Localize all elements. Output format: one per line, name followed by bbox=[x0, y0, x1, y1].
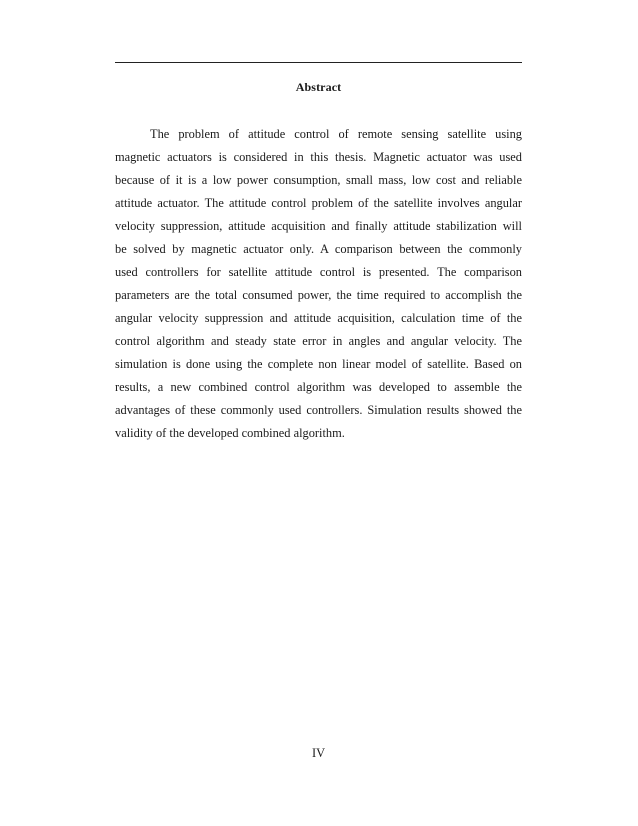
abstract-line: magnetic actuators is considered in this thesis. Magnetic actuator was used bbox=[115, 150, 522, 164]
abstract-line: be solved by magnetic actuator only. A comparison between the commonly bbox=[115, 242, 522, 256]
abstract-line: advantages of these commonly used controllers. Simulation results showed the bbox=[115, 403, 522, 417]
abstract-line: results, a new combined control algorithm was developed to assemble the bbox=[115, 380, 522, 394]
abstract-line: simulation is done using the complete non linear model of satellite. Based on bbox=[115, 357, 522, 371]
header-rule bbox=[115, 62, 522, 63]
abstract-heading: Abstract bbox=[295, 80, 342, 94]
abstract-line: used controllers for satellite attitude control is presented. The comparison bbox=[115, 265, 522, 279]
abstract-line: angular velocity suppression and attitude acquisition, calculation time of the bbox=[115, 311, 522, 325]
abstract-line: The problem of attitude control of remote sensing satellite using bbox=[150, 127, 522, 141]
page-number: IV bbox=[311, 746, 326, 760]
abstract-line: attitude actuator. The attitude control problem of the satellite involves angular bbox=[115, 196, 522, 210]
abstract-line: because of it is a low power consumption, small mass, low cost and reliable bbox=[115, 173, 522, 187]
abstract-body bbox=[115, 123, 522, 445]
abstract-line: validity of the developed combined algorithm. bbox=[115, 426, 345, 440]
abstract-line: velocity suppression, attitude acquisition and finally attitude stabilization will bbox=[115, 219, 522, 233]
abstract-line: parameters are the total consumed power, the time required to accomplish the bbox=[115, 288, 522, 302]
abstract-line: control algorithm and steady state error in angles and angular velocity. The bbox=[115, 334, 522, 348]
